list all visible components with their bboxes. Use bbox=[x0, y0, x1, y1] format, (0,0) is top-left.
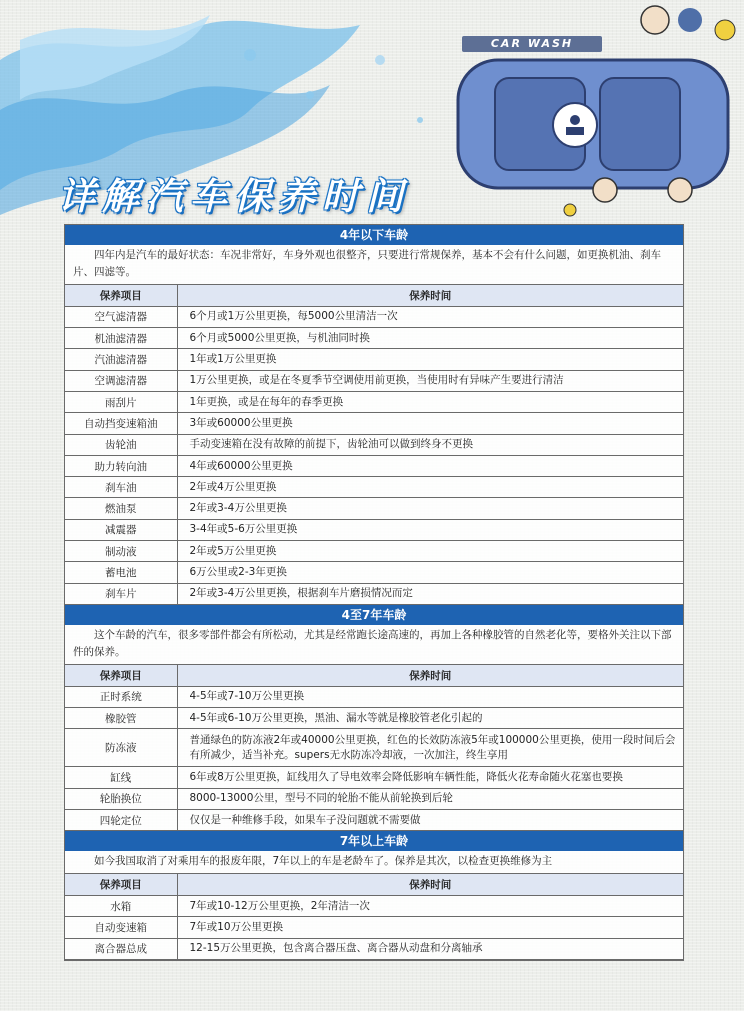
time-cell: 12-15万公里更换，包含离合器压盘、离合器从动盘和分离轴承 bbox=[177, 938, 683, 959]
table-row bbox=[65, 729, 683, 767]
item-cell: 自动变速箱 bbox=[65, 917, 177, 938]
table-header-row bbox=[65, 874, 683, 895]
column-header-time: 保养时间 bbox=[177, 665, 683, 686]
maintenance-table bbox=[65, 665, 683, 831]
item-cell: 燃油泵 bbox=[65, 498, 177, 519]
item-cell: 水箱 bbox=[65, 896, 177, 917]
item-cell: 减震器 bbox=[65, 519, 177, 540]
item-cell: 汽油滤清器 bbox=[65, 349, 177, 370]
time-cell: 4年或60000公里更换 bbox=[177, 455, 683, 476]
item-cell: 防冻液 bbox=[65, 729, 177, 767]
item-cell: 橡胶管 bbox=[65, 708, 177, 729]
table-row bbox=[65, 583, 683, 604]
table-row bbox=[65, 434, 683, 455]
table-row bbox=[65, 306, 683, 327]
item-cell: 四轮定位 bbox=[65, 809, 177, 830]
table-row bbox=[65, 349, 683, 370]
column-header-item: 保养项目 bbox=[65, 665, 177, 686]
time-cell: 普通绿色的防冻液2年或40000公里更换，红色的长效防冻液5年或100000公里更换，使用一段时间后会有所减少，适当补充。supers无水防冻冷却液，一次加注，终生享用 bbox=[177, 729, 683, 767]
table-row bbox=[65, 498, 683, 519]
time-cell: 仅仅是一种维修手段，如果车子没问题就不需要做 bbox=[177, 809, 683, 830]
column-header-time: 保养时间 bbox=[177, 285, 683, 306]
time-cell: 4-5年或6-10万公里更换，黑油、漏水等就是橡胶管老化引起的 bbox=[177, 708, 683, 729]
item-cell: 机油滤清器 bbox=[65, 328, 177, 349]
time-cell: 2年或3-4万公里更换，根据刹车片磨损情况而定 bbox=[177, 583, 683, 604]
time-cell: 6个月或1万公里更换，每5000公里清洁一次 bbox=[177, 306, 683, 327]
time-cell: 8000-13000公里，型号不同的轮胎不能从前轮换到后轮 bbox=[177, 788, 683, 809]
table-row bbox=[65, 455, 683, 476]
table-header-row bbox=[65, 665, 683, 686]
table-row bbox=[65, 809, 683, 830]
item-cell: 雨刮片 bbox=[65, 391, 177, 412]
time-cell: 7年或10-12万公里更换，2年清洁一次 bbox=[177, 896, 683, 917]
item-cell: 轮胎换位 bbox=[65, 788, 177, 809]
item-cell: 空调滤清器 bbox=[65, 370, 177, 391]
section-4-to-7-years bbox=[65, 605, 683, 831]
table-row bbox=[65, 788, 683, 809]
item-cell: 缸线 bbox=[65, 767, 177, 788]
page-title: 详解汽车保养时间 bbox=[58, 175, 410, 218]
item-cell: 蓄电池 bbox=[65, 562, 177, 583]
table-row bbox=[65, 767, 683, 788]
time-cell: 6万公里或2-3年更换 bbox=[177, 562, 683, 583]
column-header-item: 保养项目 bbox=[65, 285, 177, 306]
table-row bbox=[65, 370, 683, 391]
section-heading: 4年以下车龄 bbox=[65, 225, 683, 245]
section-heading: 4至7年车龄 bbox=[65, 605, 683, 625]
item-cell: 自动挡变速箱油 bbox=[65, 413, 177, 434]
table-row bbox=[65, 562, 683, 583]
section-under-4-years bbox=[65, 225, 683, 605]
item-cell: 刹车油 bbox=[65, 477, 177, 498]
section-intro: 这个车龄的汽车，很多零部件都会有所松动，尤其是经常跑长途高速的，再加上各种橡胶管的自然老化等，要格外关注以下部件的保养。 bbox=[65, 625, 683, 665]
time-cell: 6年或8万公里更换，缸线用久了导电效率会降低影响车辆性能，降低火花寿命随火花塞也要换 bbox=[177, 767, 683, 788]
section-intro: 四年内是汽车的最好状态：车况非常好，车身外观也很整齐，只要进行常规保养，基本不会有什么问题，如更换机油、刹车片、四滤等。 bbox=[65, 245, 683, 285]
time-cell: 1年更换，或是在每年的春季更换 bbox=[177, 391, 683, 412]
time-cell: 2年或3-4万公里更换 bbox=[177, 498, 683, 519]
table-row bbox=[65, 896, 683, 917]
time-cell: 1年或1万公里更换 bbox=[177, 349, 683, 370]
item-cell: 助力转向油 bbox=[65, 455, 177, 476]
item-cell: 空气滤清器 bbox=[65, 306, 177, 327]
table-row bbox=[65, 519, 683, 540]
column-header-time: 保养时间 bbox=[177, 874, 683, 895]
item-cell: 离合器总成 bbox=[65, 938, 177, 959]
section-heading: 7年以上车龄 bbox=[65, 831, 683, 851]
maintenance-tables bbox=[64, 224, 684, 961]
item-cell: 刹车片 bbox=[65, 583, 177, 604]
car-wash-badge: CAR WASH bbox=[462, 36, 602, 52]
time-cell: 6个月或5000公里更换，与机油同时换 bbox=[177, 328, 683, 349]
time-cell: 3-4年或5-6万公里更换 bbox=[177, 519, 683, 540]
section-intro: 如今我国取消了对乘用车的报废年限，7年以上的车是老龄车了。保养是其次，以检查更换维修为主 bbox=[65, 851, 683, 874]
maintenance-table bbox=[65, 874, 683, 960]
time-cell: 2年或4万公里更换 bbox=[177, 477, 683, 498]
column-header-item: 保养项目 bbox=[65, 874, 177, 895]
item-cell: 正时系统 bbox=[65, 686, 177, 707]
table-row bbox=[65, 391, 683, 412]
item-cell: 制动液 bbox=[65, 541, 177, 562]
maintenance-table bbox=[65, 285, 683, 605]
time-cell: 4-5年或7-10万公里更换 bbox=[177, 686, 683, 707]
time-cell: 3年或60000公里更换 bbox=[177, 413, 683, 434]
table-row bbox=[65, 708, 683, 729]
table-row bbox=[65, 541, 683, 562]
table-row bbox=[65, 686, 683, 707]
time-cell: 7年或10万公里更换 bbox=[177, 917, 683, 938]
time-cell: 1万公里更换，或是在冬夏季节空调使用前更换，当使用时有异味产生要进行清洁 bbox=[177, 370, 683, 391]
table-row bbox=[65, 938, 683, 959]
time-cell: 2年或5万公里更换 bbox=[177, 541, 683, 562]
table-row bbox=[65, 328, 683, 349]
table-row bbox=[65, 477, 683, 498]
item-cell: 齿轮油 bbox=[65, 434, 177, 455]
table-row bbox=[65, 413, 683, 434]
table-row bbox=[65, 917, 683, 938]
table-header-row bbox=[65, 285, 683, 306]
time-cell: 手动变速箱在没有故障的前提下，齿轮油可以做到终身不更换 bbox=[177, 434, 683, 455]
section-over-7-years bbox=[65, 831, 683, 960]
